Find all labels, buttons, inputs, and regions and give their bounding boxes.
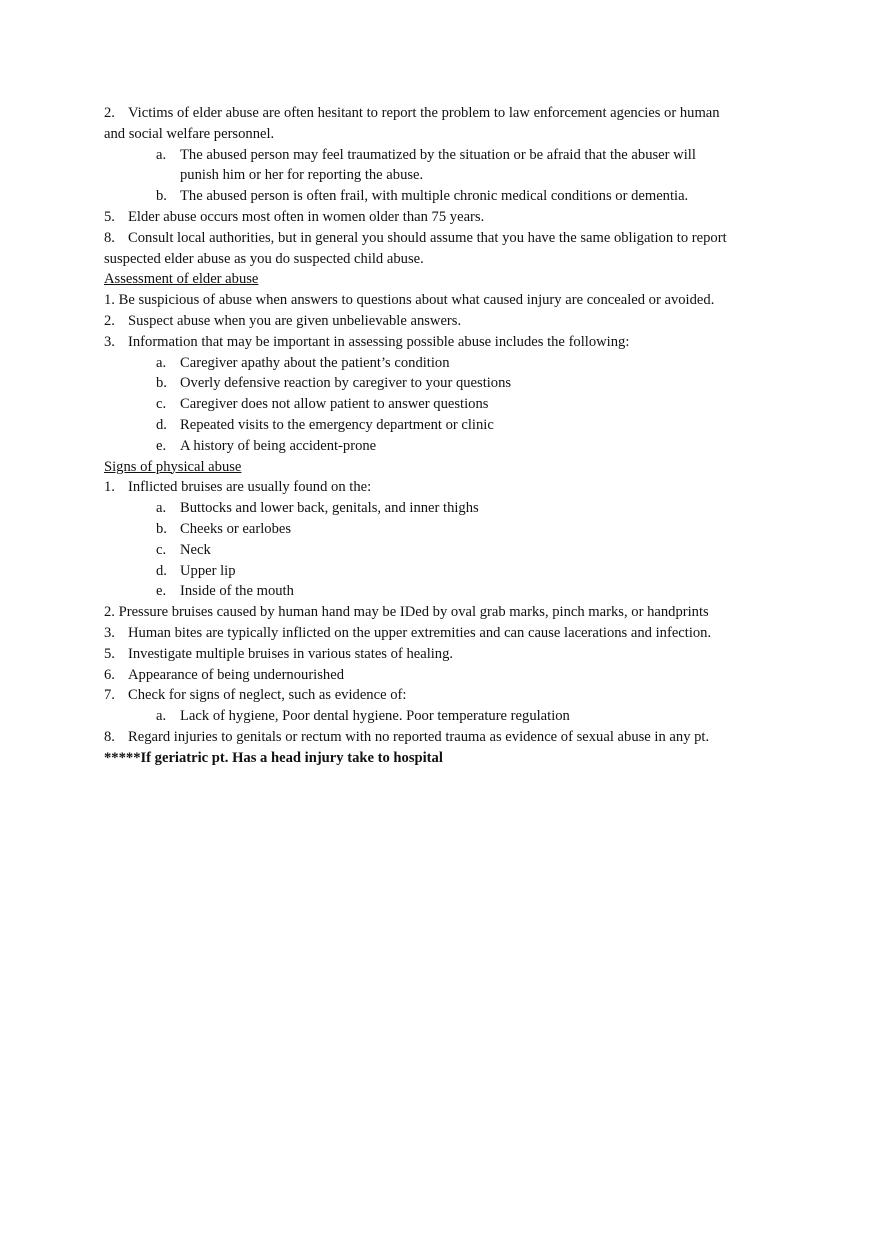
list-item — [104, 477, 794, 498]
item-text: Elder abuse occurs most often in women older than 75 years. — [128, 208, 485, 225]
sub-list-item — [156, 561, 794, 582]
item-text: Information that may be important in assessing possible abuse includes the following: — [128, 333, 630, 350]
sub-item-letter: e. — [156, 583, 167, 600]
item-number: 8. — [104, 229, 115, 246]
sub-item-letter: b. — [156, 520, 167, 537]
item-number: 3. — [104, 333, 115, 350]
list-item — [104, 665, 794, 686]
sub-item-text: The abused person may feel traumatized by the situation or be afraid that the abuser will — [180, 146, 696, 163]
sub-item-continuation: punish him or her for reporting the abuse. — [180, 167, 424, 184]
item-text: Check for signs of neglect, such as evidence of: — [128, 687, 407, 704]
sub-item-text: Neck — [180, 541, 211, 558]
sub-item-letter: e. — [156, 437, 167, 454]
list-item — [104, 332, 794, 353]
item-text: Appearance of being undernourished — [128, 666, 344, 683]
item-number: 2. — [104, 312, 115, 329]
item-text: Inflicted bruises are usually found on the: — [128, 479, 372, 496]
item-text: Regard injuries to genitals or rectum with no reported trauma as evidence of sexual abuse in any pt. — [128, 728, 710, 745]
sub-item-text: Inside of the mouth — [180, 583, 294, 600]
list-item — [104, 644, 794, 665]
sub-item-letter: a. — [156, 500, 167, 517]
item-number: 6. — [104, 666, 115, 683]
list-item-continuation: and social welfare personnel. — [104, 125, 275, 142]
sub-list-item — [156, 706, 794, 727]
item-text: Victims of elder abuse are often hesitant to report the problem to law enforcement agencies or human — [128, 105, 720, 121]
sub-list-item — [156, 581, 794, 602]
sub-item-letter: a. — [156, 354, 167, 371]
list-item — [104, 685, 794, 706]
sub-list — [104, 498, 794, 602]
sub-item-text: Cheeks or earlobes — [180, 520, 292, 537]
sub-list-item — [156, 436, 794, 457]
item-number: 3. — [104, 624, 115, 641]
document-content — [104, 103, 794, 769]
sub-item-text: Repeated visits to the emergency department or clinic — [180, 416, 494, 433]
item-text: Investigate multiple bruises in various states of healing. — [128, 645, 454, 662]
sub-item-text: Buttocks and lower back, genitals, and inner thighs — [180, 500, 479, 517]
sub-item-text: Overly defensive reaction by caregiver to your questions — [180, 375, 512, 392]
sub-list — [104, 706, 794, 727]
list-item — [104, 623, 794, 644]
sub-item-text: Caregiver apathy about the patient’s condition — [180, 354, 450, 371]
item-number: 1. — [104, 479, 115, 496]
list-item — [104, 311, 794, 332]
list-item — [104, 727, 794, 748]
section-heading-physical-abuse: Signs of physical abuse — [104, 458, 242, 475]
sub-item-text: Caregiver does not allow patient to answer questions — [180, 396, 489, 413]
sub-item-letter: b. — [156, 375, 167, 392]
item-number: 2. — [104, 105, 115, 121]
sub-item-text: A history of being accident-prone — [180, 437, 377, 454]
item-text: Human bites are typically inflicted on the upper extremities and can cause lacerations and infection. — [128, 624, 712, 641]
sub-list-item — [156, 394, 794, 415]
sub-list — [104, 353, 794, 457]
sub-list-item — [156, 373, 794, 394]
sub-list-item — [156, 415, 794, 436]
item-number: 5. — [104, 208, 115, 225]
important-note: *****If geriatric pt. Has a head injury take to hospital — [104, 749, 443, 766]
item-number: 8. — [104, 728, 115, 745]
list-item — [104, 228, 794, 249]
sub-item-letter: c. — [156, 541, 167, 558]
sub-item-letter: d. — [156, 562, 167, 579]
item-text: Consult local authorities, but in general you should assume that you have the same obligation to report — [128, 229, 727, 246]
sub-list-item — [156, 498, 794, 519]
sub-item-text: The abused person is often frail, with multiple chronic medical conditions or dementia. — [180, 188, 689, 205]
section-heading-assessment: Assessment of elder abuse — [104, 271, 259, 288]
list-item-continuation: suspected elder abuse as you do suspected child abuse. — [104, 250, 424, 267]
item-number: 5. — [104, 645, 115, 662]
sub-item-text: Upper lip — [180, 562, 236, 579]
list-item — [104, 207, 794, 228]
sub-list-item — [156, 540, 794, 561]
sub-list-item — [156, 353, 794, 374]
sub-item-letter: b. — [156, 188, 167, 205]
sub-item-letter: a. — [156, 708, 167, 725]
sub-list-item — [156, 145, 794, 166]
sub-item-letter: a. — [156, 146, 167, 163]
sub-list-item — [156, 186, 794, 207]
sub-list-item — [156, 519, 794, 540]
sub-item-text: Lack of hygiene, Poor dental hygiene. Poor temperature regulation — [180, 708, 570, 725]
list-item: 2. Pressure bruises caused by human hand may be IDed by oval grab marks, pinch marks, or handprints — [104, 604, 709, 621]
sub-list — [104, 145, 794, 207]
list-item — [104, 103, 794, 124]
sub-item-letter: c. — [156, 396, 167, 413]
sub-item-letter: d. — [156, 416, 167, 433]
list-item: 1. Be suspicious of abuse when answers to questions about what caused injury are concealed or avoided. — [104, 292, 715, 309]
item-number: 7. — [104, 687, 115, 704]
item-text: Suspect abuse when you are given unbelievable answers. — [128, 312, 462, 329]
